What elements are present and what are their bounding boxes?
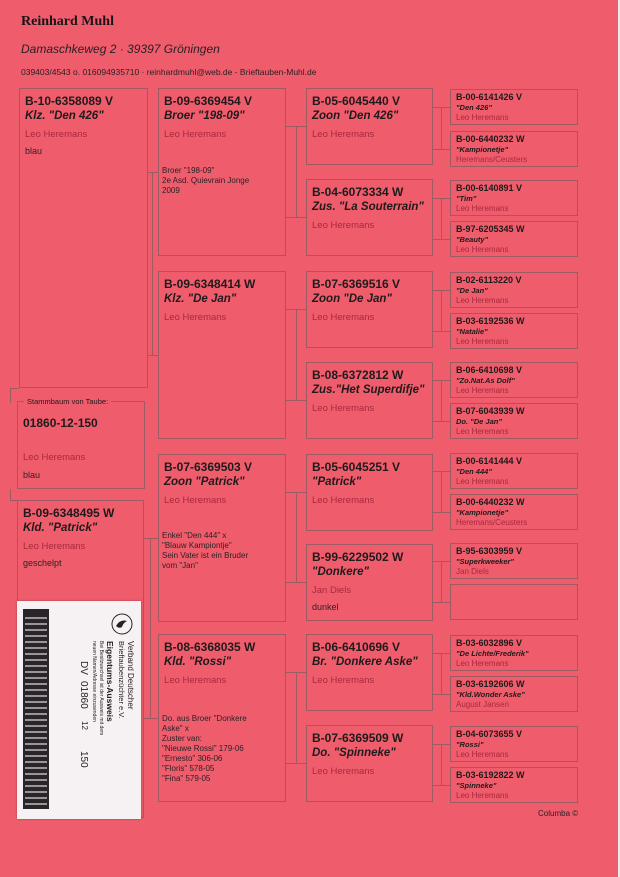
note-line: 2009 (162, 186, 180, 195)
connector-line (433, 512, 450, 513)
gen4-breeder: Jan Diels (456, 567, 489, 576)
gen3-breeder: Leo Heremans (312, 312, 375, 323)
gen2-note (162, 714, 247, 784)
note-line: Aske" x (162, 724, 189, 733)
ownership-card (17, 601, 141, 819)
gen4-box-15 (450, 726, 578, 762)
connector-line (10, 500, 17, 501)
connector-line (433, 694, 450, 695)
gen2-breeder: Leo Heremans (164, 312, 227, 323)
gen4-box-1 (450, 89, 578, 125)
gen3-ring: B-07-6369516 V (312, 277, 401, 291)
gen3-ring: B-04-6073334 W (312, 185, 404, 199)
note-line: Zuster van: (162, 734, 203, 743)
gen2-breeder: Leo Heremans (164, 675, 227, 686)
gen3-breeder: Leo Heremans (312, 129, 375, 140)
note-line: "Fina" 579-05 (162, 774, 211, 783)
card-title: Eigentums-Ausweis (105, 641, 115, 722)
subject-ring: 01860-12-150 (23, 416, 98, 430)
sire-name: Klz. "Den 426" (25, 110, 104, 122)
gen3-name: Br. "Donkere Aske" (312, 656, 418, 668)
owner-address: Damaschkeweg 2 · 39397 Gröningen (21, 42, 220, 56)
connector-line (148, 355, 158, 356)
gen4-ring: B-03-6192606 W (456, 679, 525, 689)
gen4-ring: B-03-6192536 W (456, 316, 525, 326)
gen3-ring: B-05-6045440 V (312, 94, 401, 108)
gen2-note (162, 166, 249, 196)
connector-line (10, 388, 19, 389)
connector-line (296, 126, 297, 217)
gen4-name: Do. "De Jan" (456, 417, 502, 426)
gen3-breeder: Leo Heremans (312, 675, 375, 686)
gen4-ring: B-00-6440232 W (456, 134, 525, 144)
gen3-name: "Donkere" (312, 566, 369, 578)
gen3-box-3 (306, 271, 433, 348)
gen4-breeder: Leo Heremans (456, 477, 509, 486)
gen4-ring: B-03-6032896 V (456, 638, 523, 648)
gen3-ring: B-05-6045251 V (312, 460, 401, 474)
gen4-box-2 (450, 131, 578, 167)
gen2-ring: B-09-6348414 W (164, 277, 256, 291)
note-line: Broer "198-09" (162, 166, 215, 175)
gen4-ring: B-07-6043939 W (456, 406, 525, 416)
gen4-breeder: Leo Heremans (456, 337, 509, 346)
gen4-box-6 (450, 313, 578, 349)
gen3-breeder: Jan Diels (312, 585, 352, 596)
gen4-name: "Zo.Nat.As Dolf" (456, 376, 515, 385)
gen4-name: "Kld.Wonder Aske" (456, 690, 525, 699)
gen4-breeder: August Jansen (456, 700, 509, 709)
card-pattern (25, 613, 47, 805)
gen3-name: "Patrick" (312, 476, 362, 488)
note-line: Sein Vater ist ein Bruder (162, 551, 249, 560)
pigeon-logo-icon (111, 613, 133, 635)
gen4-box-14 (450, 676, 578, 712)
connector-line (144, 538, 158, 539)
dam-breeder: Leo Heremans (23, 541, 86, 552)
gen4-name: "Natalie" (456, 327, 488, 336)
gen4-name: "De Jan" (456, 286, 488, 295)
gen4-breeder: Leo Heremans (456, 386, 509, 395)
gen4-box-9 (450, 453, 578, 489)
gen4-name: "Superkweeker" (456, 557, 514, 566)
gen3-box-4 (306, 362, 433, 439)
gen2-breeder: Leo Heremans (164, 495, 227, 506)
note-line: 2e Asd. Quievrain Jonge (162, 176, 250, 185)
connector-line (441, 653, 442, 694)
connector-line (286, 217, 306, 218)
gen2-name: Kld. "Rossi" (164, 656, 232, 668)
card-org: Verband Deutscher (126, 641, 135, 710)
gen4-ring: B-03-6192822 W (456, 770, 525, 780)
gen4-box-13 (450, 635, 578, 671)
gen4-ring: B-04-6073655 V (456, 729, 523, 739)
gen4-name: "Spinneke" (456, 781, 497, 790)
gen3-name: Zus. "La Souterrain" (312, 201, 424, 213)
connector-line (433, 239, 450, 240)
connector-line (441, 380, 442, 421)
gen3-name: Zus."Het Superdifje" (312, 384, 425, 396)
gen3-name: Zoon "Den 426" (312, 110, 399, 122)
owner-contact: 039403/4543 o. 016094935710 · reinhardmuhl@web.de - Brieftauben-Muhl.de (21, 67, 317, 77)
gen4-box-10 (450, 494, 578, 530)
gen3-ring: B-06-6410696 V (312, 640, 401, 654)
connector-line (433, 602, 450, 603)
gen3-ring: B-07-6369509 W (312, 731, 404, 745)
gen4-box-4 (450, 221, 578, 257)
gen3-color: dunkel (312, 602, 339, 612)
connector-line (441, 471, 442, 512)
note-line: "Ernesto" 306-06 (162, 754, 223, 763)
connector-line (148, 172, 158, 173)
gen2-name: Klz. "De Jan" (164, 293, 237, 305)
gen3-box-2 (306, 179, 433, 256)
gen2-box-2 (158, 271, 286, 439)
gen4-ring: B-06-6410698 V (456, 365, 523, 375)
connector-line (10, 388, 11, 403)
subject-box (17, 401, 145, 489)
gen4-ring: B-00-6140891 V (456, 183, 523, 193)
card-ring-year: 12 (80, 721, 89, 730)
owner-name: Reinhard Muhl (21, 14, 114, 29)
gen4-ring: B-95-6303959 V (456, 546, 523, 556)
subject-label: Stammbaum von Taube: (24, 397, 111, 406)
dam-color: geschelpt (23, 558, 62, 568)
sire-breeder: Leo Heremans (25, 129, 88, 140)
gen2-ring: B-09-6369454 V (164, 94, 253, 108)
gen3-ring: B-08-6372812 W (312, 368, 404, 382)
connector-line (433, 149, 450, 150)
note-line: "Floris" 578-05 (162, 764, 215, 773)
card-ring-no: 150 (78, 751, 89, 768)
connector-line (433, 421, 450, 422)
gen3-breeder: Leo Heremans (312, 220, 375, 231)
connector-line (286, 400, 306, 401)
dam-name: Kld. "Patrick" (23, 522, 98, 534)
gen4-breeder: Leo Heremans (456, 113, 509, 122)
gen4-name: "Beauty" (456, 235, 489, 244)
connector-line (296, 672, 297, 763)
gen3-box-8 (306, 725, 433, 802)
gen4-name: "Tim" (456, 194, 477, 203)
connector-line (441, 290, 442, 331)
gen4-ring: B-02-6113220 V (456, 275, 522, 285)
sire-color: blau (25, 146, 43, 156)
gen4-breeder: Leo Heremans (456, 750, 509, 759)
note-line: "Blauw Kampiontje" (162, 541, 232, 550)
connector-line (441, 561, 442, 602)
connector-line (296, 309, 297, 400)
dam-ring: B-09-6348495 W (23, 506, 115, 520)
gen3-breeder: Leo Heremans (312, 495, 375, 506)
gen4-breeder: Leo Heremans (456, 791, 509, 800)
gen3-name: Do. "Spinneke" (312, 747, 396, 759)
sire-ring: B-10-6358089 V (25, 94, 114, 108)
card-ring-prefix: DV (78, 661, 89, 675)
gen4-name: "De Lichte/Frederik" (456, 649, 529, 658)
connector-line (286, 763, 306, 764)
gen4-box-11 (450, 543, 578, 579)
gen4-box-8 (450, 403, 578, 439)
sire-box (19, 88, 148, 388)
subject-breeder: Leo Heremans (23, 452, 86, 463)
gen4-breeder: Leo Heremans (456, 296, 509, 305)
connector-line (150, 538, 151, 718)
gen4-name: "Rossi" (456, 740, 484, 749)
connector-line (152, 172, 153, 355)
gen3-box-1 (306, 88, 433, 165)
gen3-box-6 (306, 544, 433, 621)
gen2-breeder: Leo Heremans (164, 129, 227, 140)
gen2-ring: B-07-6369503 V (164, 460, 253, 474)
gen4-name: "Kampionetje" (456, 508, 509, 517)
gen3-breeder: Leo Heremans (312, 403, 375, 414)
connector-line (433, 785, 450, 786)
gen3-box-7 (306, 634, 433, 711)
subject-color: blau (23, 470, 41, 480)
note-line: vom "Jan" (162, 561, 198, 570)
gen4-name: "Den 444" (456, 467, 492, 476)
gen4-ring: B-00-6141444 V (456, 456, 523, 466)
note-line: Enkel "Den 444" x (162, 531, 227, 540)
card-ring-club: 01860 (78, 681, 89, 709)
gen3-breeder: Leo Heremans (312, 766, 375, 777)
connector-line (441, 744, 442, 785)
gen2-note (162, 531, 248, 571)
connector-line (433, 331, 450, 332)
gen4-breeder: Heremans/Ceusters (456, 155, 528, 164)
gen4-name: "Den 426" (456, 103, 492, 112)
gen4-ring: B-00-6440232 W (456, 497, 525, 507)
gen4-box-3 (450, 180, 578, 216)
card-fine2: neuen Namen/Adresse einzusenden (91, 641, 97, 722)
gen2-box-1 (158, 88, 286, 256)
gen4-box-16 (450, 767, 578, 803)
gen2-name: Broer "198-09" (164, 110, 245, 122)
gen4-breeder: Leo Heremans (456, 659, 509, 668)
gen3-ring: B-99-6229502 W (312, 550, 404, 564)
gen3-name: Zoon "De Jan" (312, 293, 392, 305)
gen4-name: "Kampionetje" (456, 145, 509, 154)
connector-line (296, 492, 297, 582)
card-fine: Bei Besitzwechsel ist der Ausweis mit dem (98, 641, 104, 736)
gen2-box-3 (158, 454, 286, 622)
footer-credit: Columba © (538, 809, 579, 818)
gen4-ring: B-97-6205345 W (456, 224, 525, 234)
connector-line (441, 107, 442, 149)
gen4-box-12 (450, 584, 578, 620)
gen4-ring: B-00-6141426 V (456, 92, 523, 102)
card-org2: Brieftaubenzüchter e.V. (117, 641, 126, 719)
connector-line (286, 582, 306, 583)
gen4-breeder: Heremans/Ceusters (456, 518, 528, 527)
connector-line (144, 718, 158, 719)
gen4-breeder: Leo Heremans (456, 427, 509, 436)
gen4-breeder: Leo Heremans (456, 245, 509, 254)
gen3-box-5 (306, 454, 433, 531)
connector-line (441, 198, 442, 239)
gen2-ring: B-08-6368035 W (164, 640, 256, 654)
gen2-box-4 (158, 634, 286, 802)
note-line: Do. aus Broer "Donkere (162, 714, 247, 723)
gen2-name: Zoon "Patrick" (164, 476, 245, 488)
note-line: "Nieuwe Rossi" 179-06 (162, 744, 244, 753)
gen4-box-5 (450, 272, 578, 308)
gen4-box-7 (450, 362, 578, 398)
gen4-breeder: Leo Heremans (456, 204, 509, 213)
